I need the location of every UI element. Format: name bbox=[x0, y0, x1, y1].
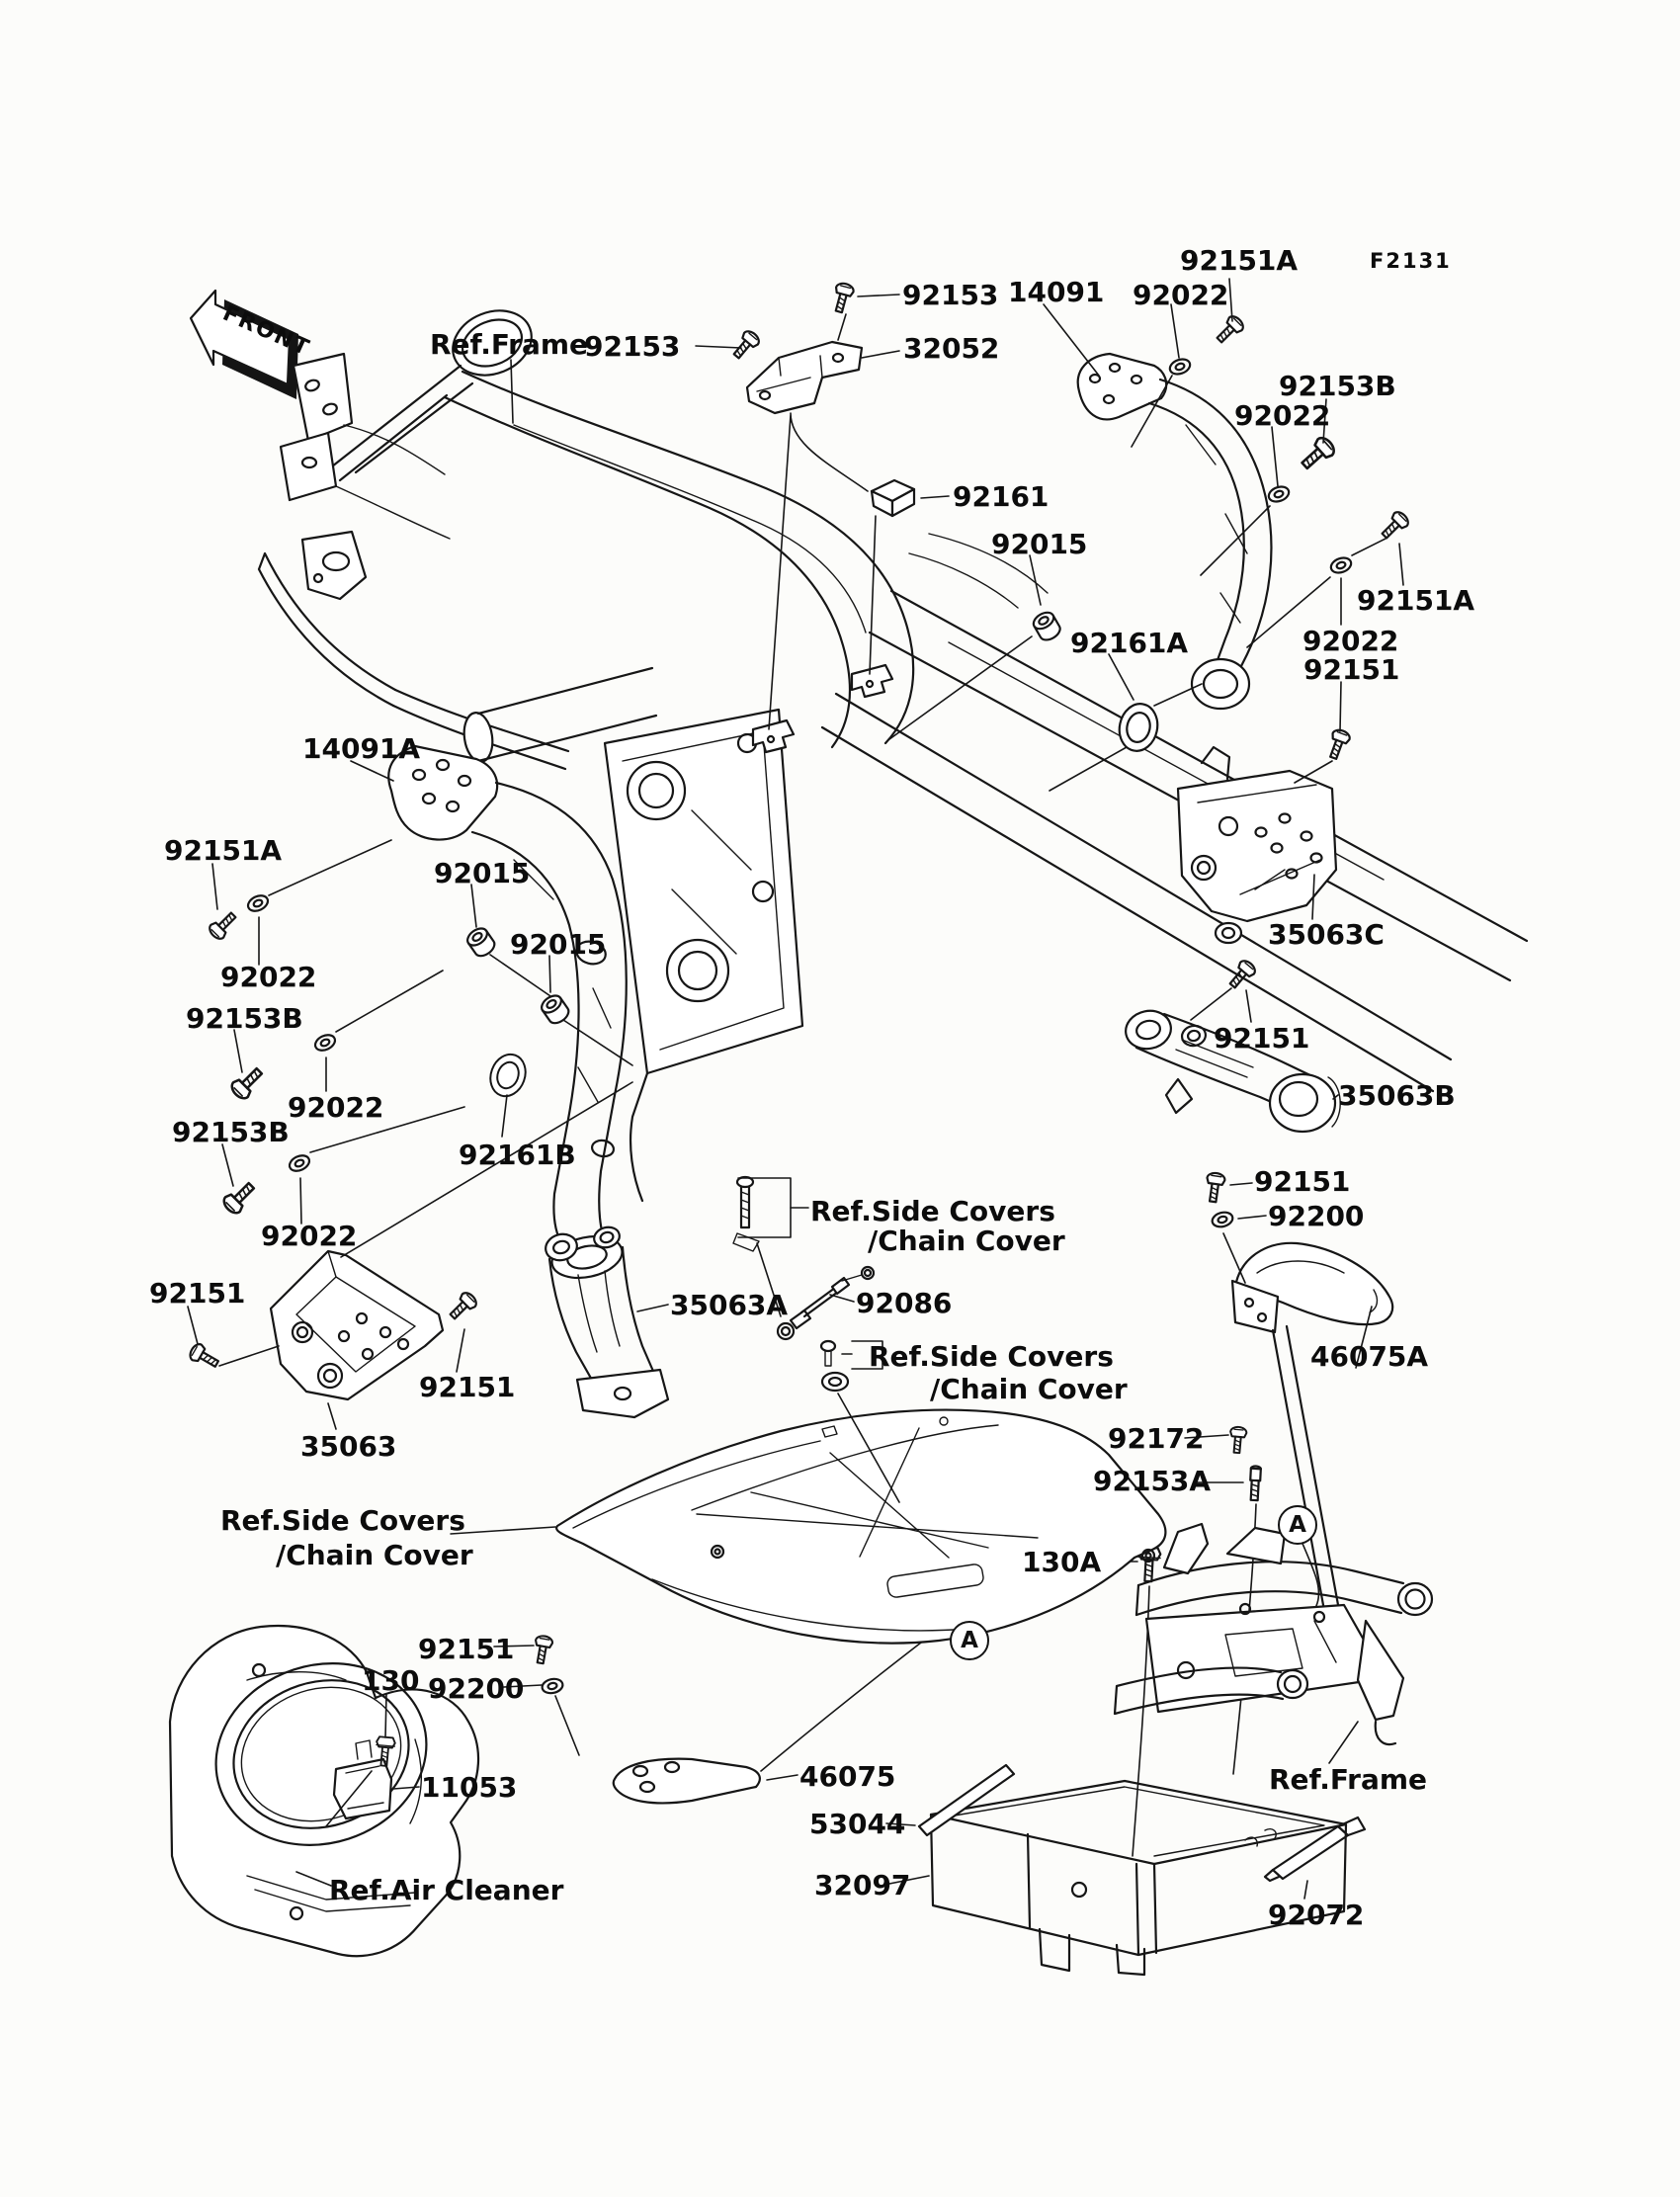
label-ref-side-low-1: Ref.Side Covers bbox=[869, 1340, 1114, 1373]
label-92153a: 92153A bbox=[1093, 1465, 1212, 1497]
label-ref-air-cleaner: Ref.Air Cleaner bbox=[329, 1874, 564, 1906]
label-46075: 46075 bbox=[799, 1760, 896, 1793]
label-92151-l1: 92151 bbox=[149, 1277, 246, 1310]
grab-rail-46075a-drawing bbox=[1204, 1172, 1392, 1664]
bracket-35063c-drawing bbox=[1178, 682, 1352, 1022]
label-32097: 32097 bbox=[814, 1869, 911, 1901]
label-35063: 35063 bbox=[300, 1430, 397, 1463]
label-92022-tr2: 92022 bbox=[1234, 399, 1331, 432]
damper-92161-drawing bbox=[872, 480, 949, 516]
label-14091: 14091 bbox=[1008, 276, 1105, 308]
label-ref-side-mid-2: /Chain Cover bbox=[868, 1225, 1065, 1257]
label-92022-tr3: 92022 bbox=[1302, 625, 1399, 657]
label-ref-side-low-2: /Chain Cover bbox=[930, 1373, 1128, 1405]
label-92072: 92072 bbox=[1268, 1899, 1365, 1931]
label-14091a: 14091A bbox=[302, 732, 421, 765]
strap-92072-drawing bbox=[1265, 1817, 1365, 1899]
label-92151-r3: 92151 bbox=[1254, 1165, 1351, 1198]
label-92153-left: 92153 bbox=[584, 330, 681, 363]
label-92151-r1: 92151 bbox=[1303, 653, 1400, 686]
rear-frame-drawing bbox=[1115, 1524, 1432, 1763]
label-92153b-tr: 92153B bbox=[1279, 370, 1396, 402]
label-92151-r2: 92151 bbox=[1214, 1022, 1310, 1055]
label-46075a: 46075A bbox=[1310, 1340, 1429, 1373]
label-11053: 11053 bbox=[421, 1771, 518, 1804]
bracket-14091a-drawing bbox=[351, 746, 627, 1284]
label-92161a: 92161A bbox=[1070, 627, 1189, 659]
label-ref-frame-bottom: Ref.Frame bbox=[1269, 1763, 1428, 1796]
label-92200-r: 92200 bbox=[1268, 1200, 1365, 1232]
label-92153b-l1: 92153B bbox=[186, 1002, 303, 1035]
label-92151a-tr1: 92151A bbox=[1180, 244, 1299, 277]
label-92151-l2: 92151 bbox=[419, 1371, 516, 1403]
label-92153b-l2: 92153B bbox=[172, 1116, 290, 1148]
bracket-32052-drawing bbox=[696, 282, 899, 729]
label-53044: 53044 bbox=[809, 1808, 906, 1840]
label-92015-top: 92015 bbox=[991, 528, 1088, 560]
label-92200-b: 92200 bbox=[428, 1672, 525, 1705]
label-92151a-tr2: 92151A bbox=[1357, 584, 1475, 617]
label-92022-l2: 92022 bbox=[288, 1091, 384, 1124]
label-ref-side-mid-1: Ref.Side Covers bbox=[810, 1195, 1055, 1227]
label-92022-l3: 92022 bbox=[261, 1220, 358, 1252]
label-35063a: 35063A bbox=[670, 1289, 789, 1321]
label-ref-side-left-1: Ref.Side Covers bbox=[220, 1504, 465, 1537]
label-ref-side-left-2: /Chain Cover bbox=[276, 1539, 473, 1571]
label-35063c: 35063C bbox=[1268, 918, 1385, 951]
label-ref-frame-top: Ref.Frame bbox=[430, 328, 589, 361]
label-92086: 92086 bbox=[856, 1287, 953, 1319]
label-92153-top: 92153 bbox=[902, 279, 999, 311]
label-130a: 130A bbox=[1022, 1546, 1102, 1578]
side-cover-drawing bbox=[451, 1410, 1165, 1644]
label-92022-tr1: 92022 bbox=[1133, 279, 1229, 311]
front-arrow bbox=[191, 291, 314, 399]
label-92161: 92161 bbox=[953, 480, 1050, 513]
label-130: 130 bbox=[362, 1664, 420, 1697]
label-92015-l1: 92015 bbox=[434, 857, 531, 889]
view-marker-a-right: A bbox=[1278, 1505, 1317, 1545]
label-92172: 92172 bbox=[1108, 1422, 1205, 1455]
label-35063b: 35063B bbox=[1338, 1079, 1456, 1112]
front-marker-text: FRONT bbox=[218, 300, 314, 362]
view-marker-a-left: A bbox=[950, 1621, 989, 1660]
label-92161b: 92161B bbox=[459, 1139, 576, 1171]
label-92022-l1: 92022 bbox=[220, 961, 317, 993]
label-92151a-left: 92151A bbox=[164, 834, 283, 867]
label-32052: 32052 bbox=[903, 332, 1000, 365]
label-92151-b1: 92151 bbox=[418, 1633, 515, 1665]
label-figure-code: F2131 bbox=[1370, 249, 1452, 273]
label-92015-l2: 92015 bbox=[510, 928, 607, 961]
